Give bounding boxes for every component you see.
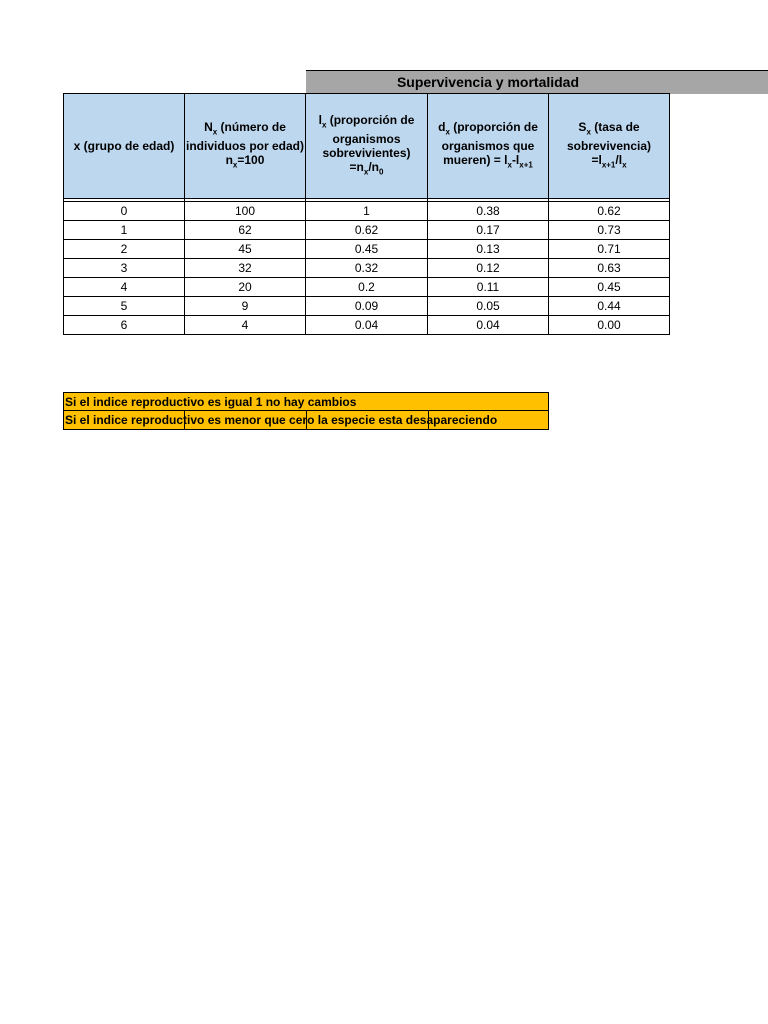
table-cell: 0.62 bbox=[306, 221, 428, 240]
table-cell: 0.45 bbox=[549, 278, 670, 297]
table-cell: 0.09 bbox=[306, 297, 428, 316]
table-cell: 6 bbox=[64, 316, 185, 335]
table-cell: 62 bbox=[185, 221, 306, 240]
table-cell: 0.00 bbox=[549, 316, 670, 335]
table-cell: 2 bbox=[64, 240, 185, 259]
table-cell: 5 bbox=[64, 297, 185, 316]
table-cell: 100 bbox=[185, 202, 306, 221]
notes-block bbox=[63, 392, 549, 430]
table-row bbox=[64, 316, 670, 335]
table-cell: 1 bbox=[64, 221, 185, 240]
table-cell: 4 bbox=[185, 316, 306, 335]
header-age-group: x (grupo de edad) bbox=[64, 94, 185, 199]
table-cell: 3 bbox=[64, 259, 185, 278]
table-row bbox=[64, 221, 670, 240]
header-sx: $S_x$ (tasa de sobrevivencia) $=l_{x+1}/l_x$ bbox=[549, 94, 670, 199]
table-cell: 0.71 bbox=[549, 240, 670, 259]
table-cell: 0.45 bbox=[306, 240, 428, 259]
table-cell: 0.11 bbox=[428, 278, 549, 297]
table-cell: 45 bbox=[185, 240, 306, 259]
table-row bbox=[64, 240, 670, 259]
table-cell: 0.2 bbox=[306, 278, 428, 297]
table-row bbox=[64, 202, 670, 221]
table-cell: 0.32 bbox=[306, 259, 428, 278]
table-cell: 20 bbox=[185, 278, 306, 297]
table-cell: 0.13 bbox=[428, 240, 549, 259]
note-row bbox=[63, 411, 549, 430]
note-row bbox=[63, 392, 549, 411]
table-cell: 0.62 bbox=[549, 202, 670, 221]
header-dx: $d_x$ (proporción de organismos que mueren) = $l_x-l_{x+1}$ bbox=[428, 94, 549, 199]
table-cell: 4 bbox=[64, 278, 185, 297]
table-row bbox=[64, 297, 670, 316]
table-cell: 0.44 bbox=[549, 297, 670, 316]
table-cell: 0.63 bbox=[549, 259, 670, 278]
table-cell: 9 bbox=[185, 297, 306, 316]
header-lx: $l_x$ (proporción de organismos sobrevivientes) $=n_x/n_0$ bbox=[306, 94, 428, 199]
survival-table bbox=[63, 93, 670, 335]
table-cell: 0.73 bbox=[549, 221, 670, 240]
table-cell: 0.17 bbox=[428, 221, 549, 240]
table-cell: 0.04 bbox=[428, 316, 549, 335]
table-row bbox=[64, 259, 670, 278]
table-cell: 0.12 bbox=[428, 259, 549, 278]
table-cell: 32 bbox=[185, 259, 306, 278]
table-row bbox=[64, 278, 670, 297]
table-cell: 0.04 bbox=[306, 316, 428, 335]
table-cell: 0 bbox=[64, 202, 185, 221]
title-banner bbox=[306, 70, 768, 94]
header-nx: $N_x$ (número de individuos por edad) $n_x=100$ bbox=[185, 94, 306, 199]
note-text: Si el indice reproductivo es igual 1 no hay cambios bbox=[65, 395, 357, 409]
header-row bbox=[64, 94, 670, 199]
table-cell: 1 bbox=[306, 202, 428, 221]
table-title: Supervivencia y mortalidad bbox=[396, 74, 580, 90]
table-cell: 0.38 bbox=[428, 202, 549, 221]
table-cell: 0.05 bbox=[428, 297, 549, 316]
note-text: Si el indice reproductivo es menor que cero la especie esta desapareciendo bbox=[65, 413, 498, 427]
